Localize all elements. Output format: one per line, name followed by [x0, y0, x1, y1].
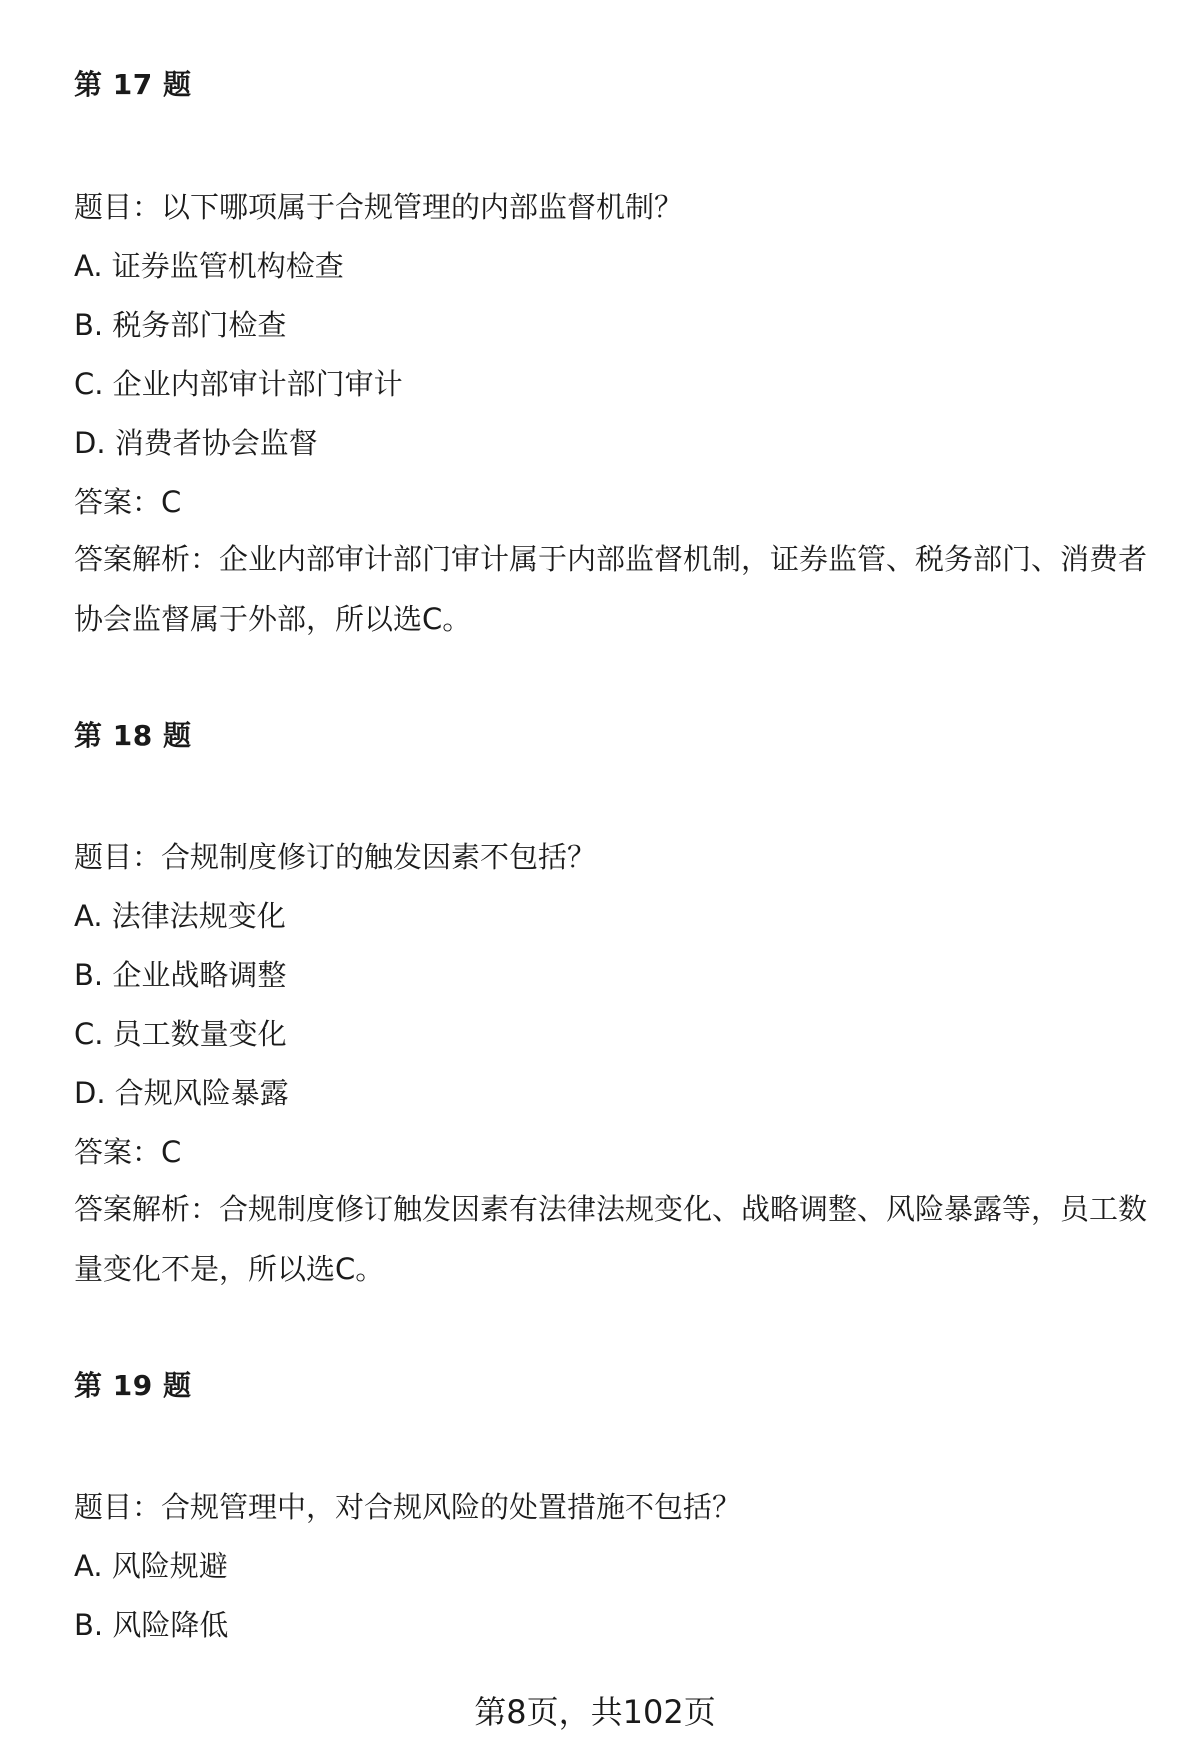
- question-18-explanation: 答案解析：合规制度修订触发因素有法律法规变化、战略调整、风险暴露等，员工数量变化不是，所以选C。: [74, 1192, 1148, 1286]
- question-18-text: 题目：合规制度修订的触发因素不包括？: [74, 840, 597, 874]
- question-19-option-b: B. 风险降低: [74, 1608, 229, 1642]
- question-17-heading: 第 17 题: [74, 68, 192, 101]
- question-17-option-c: C. 企业内部审计部门审计: [74, 367, 403, 401]
- question-18-answer: 答案：C: [74, 1135, 182, 1169]
- question-17-text: 题目：以下哪项属于合规管理的内部监督机制？: [74, 190, 684, 224]
- question-17-option-b: B. 税务部门检查: [74, 308, 287, 342]
- question-17-answer: 答案：C: [74, 485, 182, 519]
- page-number-footer: 第8页，共102页: [474, 1693, 716, 1731]
- question-17-explanation: 答案解析：企业内部审计部门审计属于内部监督机制，证券监管、税务部门、消费者协会监督属于外部，所以选C。: [74, 542, 1148, 636]
- question-17-option-d: D. 消费者协会监督: [74, 426, 318, 460]
- question-19-heading: 第 19 题: [74, 1369, 192, 1402]
- question-18-option-d: D. 合规风险暴露: [74, 1076, 289, 1110]
- question-19-text: 题目：合规管理中，对合规风险的处置措施不包括？: [74, 1490, 742, 1524]
- question-19-option-a: A. 风险规避: [74, 1549, 228, 1583]
- question-18-option-b: B. 企业战略调整: [74, 958, 287, 992]
- question-18-option-a: A. 法律法规变化: [74, 899, 286, 933]
- question-17-option-a: A. 证券监管机构检查: [74, 249, 344, 283]
- question-18-heading: 第 18 题: [74, 719, 192, 752]
- question-18-option-c: C. 员工数量变化: [74, 1017, 287, 1051]
